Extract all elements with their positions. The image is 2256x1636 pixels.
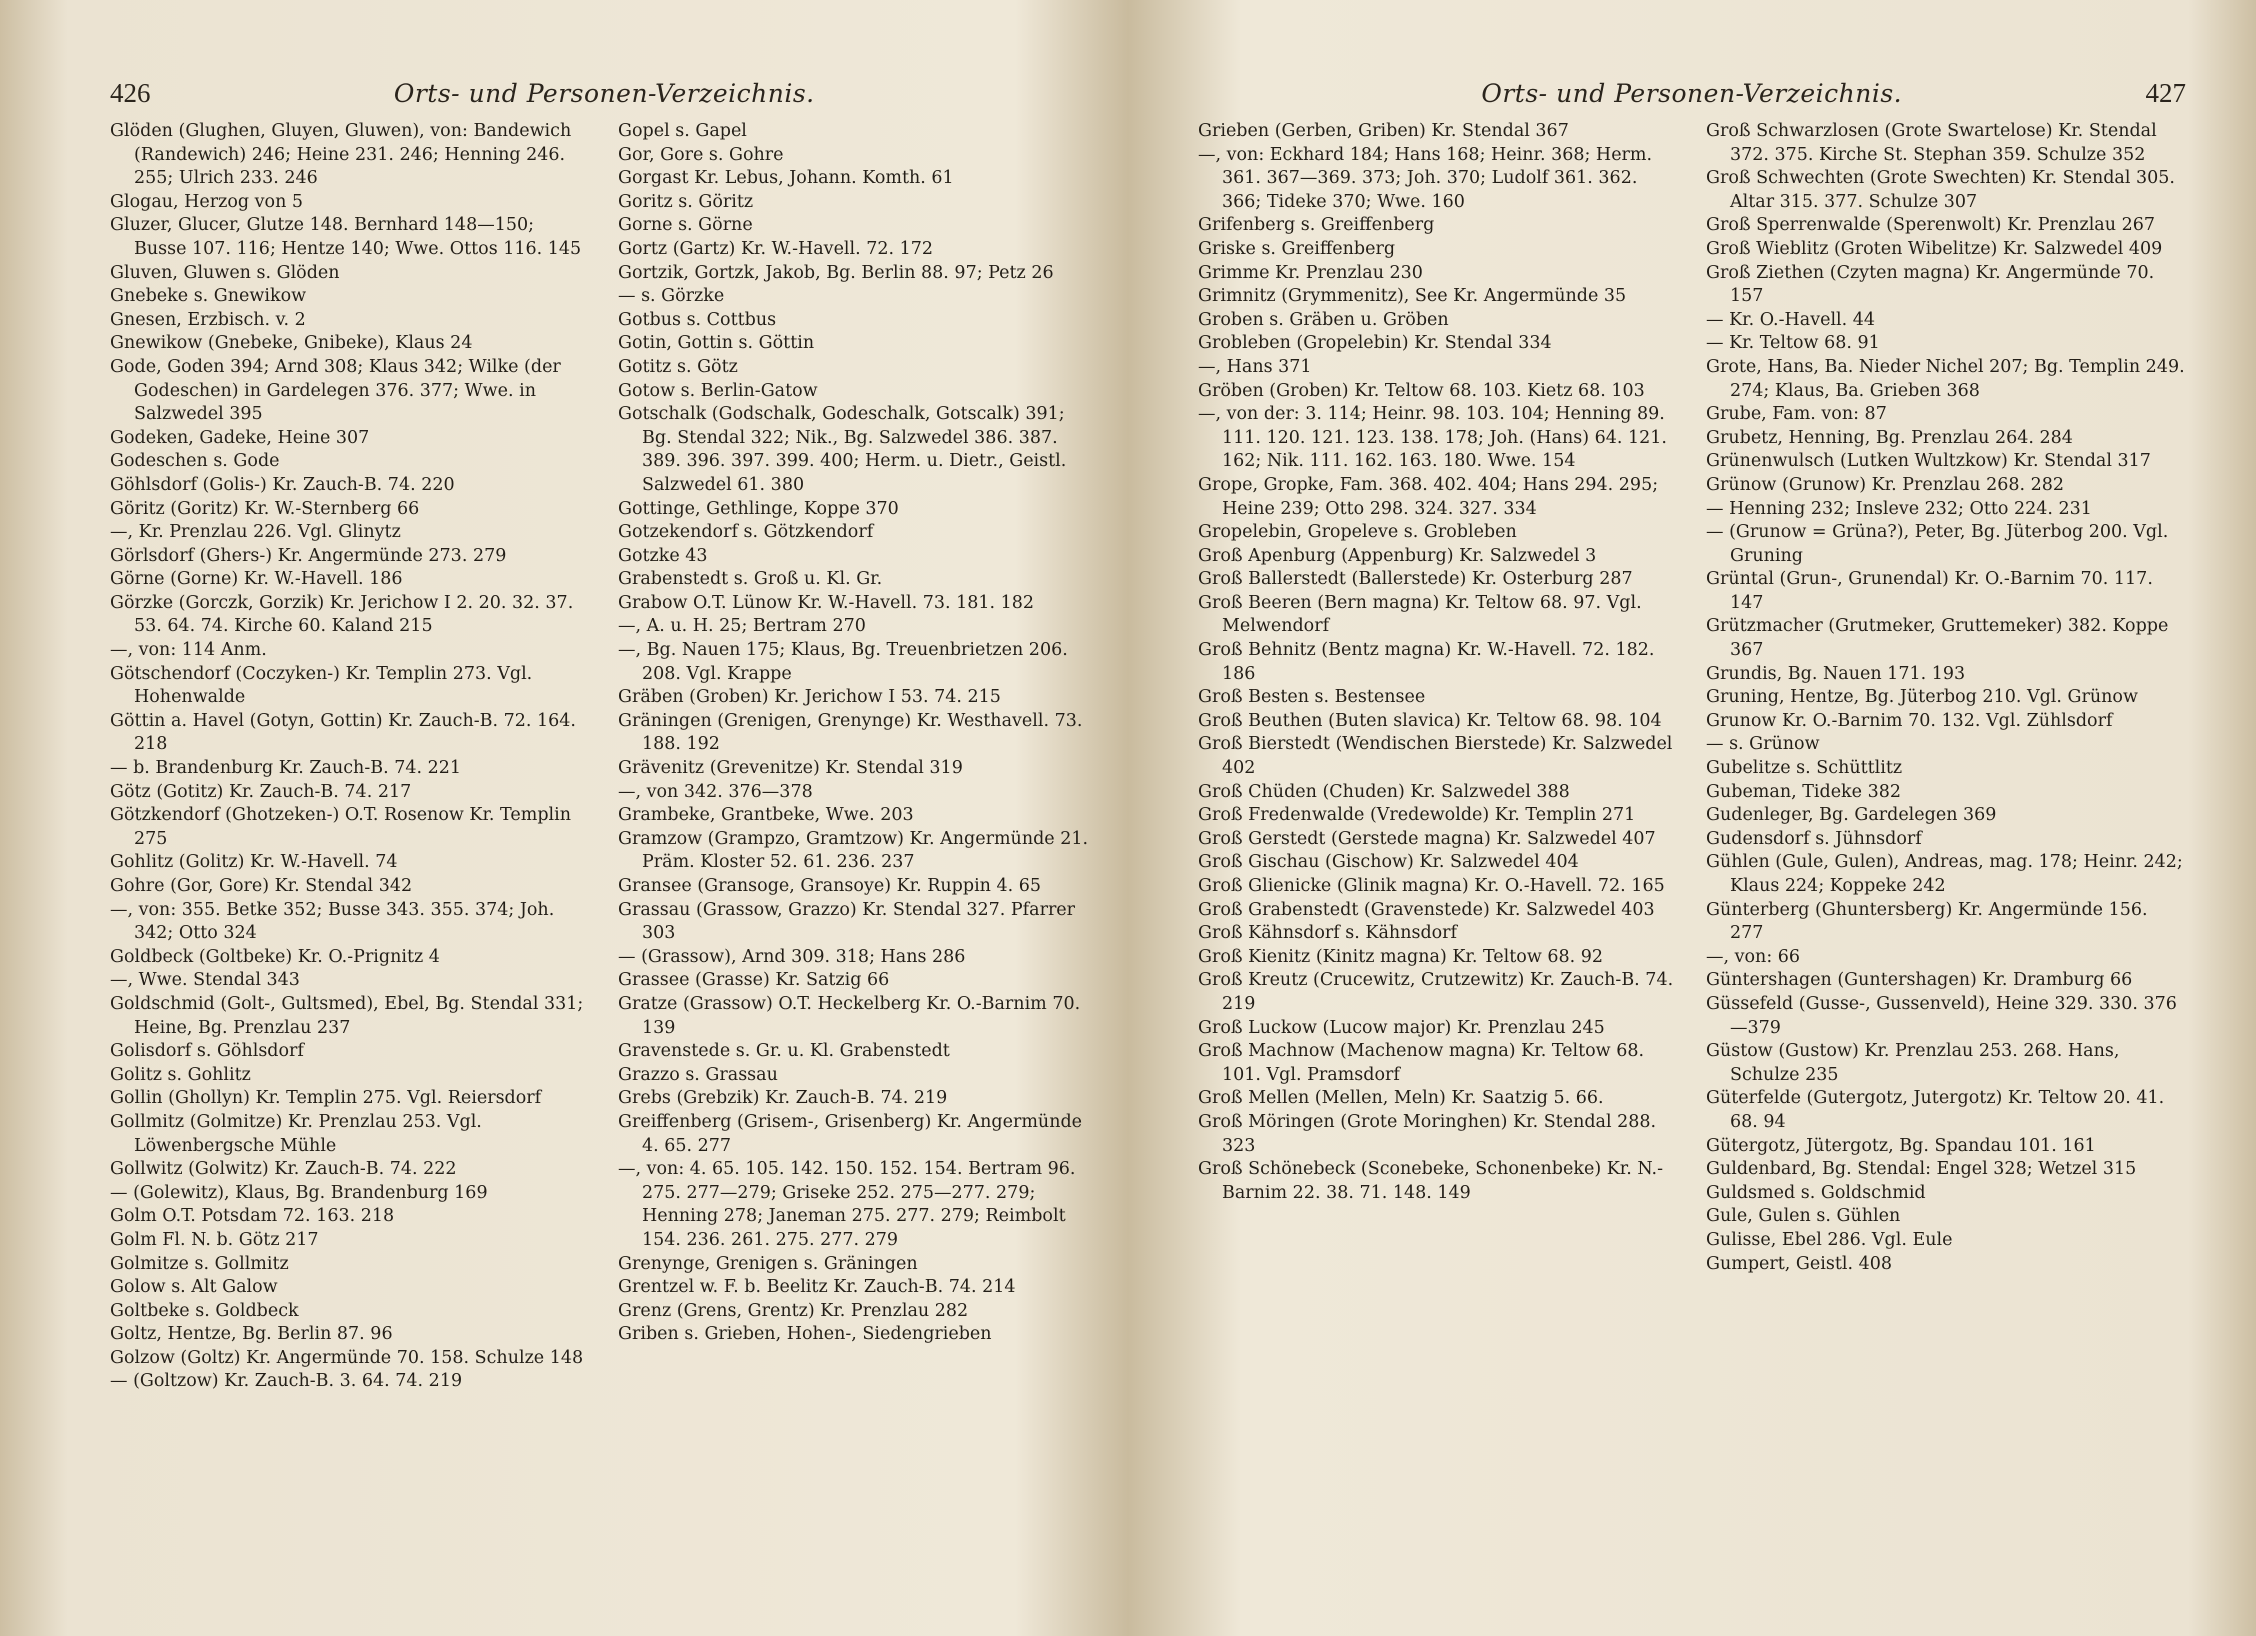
index-entry: Groß Gerstedt (Gerstede magna) Kr. Salzwedel 407 [1198, 828, 1656, 849]
index-entry: — (Grunow = Grüna?), Peter, Bg. Jüterbog 200. Vgl. Gruning [1706, 522, 2169, 566]
right-running-title: Orts- und Personen-Verzeichnis. [1481, 79, 1903, 108]
index-entry: Grabow O.T. Lünow Kr. W.-Havell. 73. 181. 182 [618, 592, 1035, 613]
index-entry: Gortz (Gartz) Kr. W.-Havell. 72. 172 [618, 238, 934, 259]
index-entry: Gotzke 43 [618, 545, 708, 566]
index-entry: Gor, Gore s. Gohre [618, 144, 784, 165]
index-entry: Groß Gischau (Gischow) Kr. Salzwedel 404 [1198, 852, 1579, 873]
index-entry: Groß Chüden (Chuden) Kr. Salzwedel 388 [1198, 781, 1570, 802]
index-entry: Gropelebin, Gropeleve s. Grobleben [1198, 522, 1517, 543]
index-entry: Gohre (Gor, Gore) Kr. Stendal 342 [110, 876, 413, 896]
left-column-2 [618, 120, 1098, 1394]
index-entry: Groß Luckow (Lucow major) Kr. Prenzlau 245 [1198, 1017, 1605, 1038]
index-entry: Gollwitz (Golwitz) Kr. Zauch-B. 74. 222 [110, 1159, 457, 1180]
index-entry: Gnebeke s. Gnewikow [110, 286, 307, 307]
index-entry: — Kr. Teltow 68. 91 [1706, 333, 1880, 354]
index-entry: Groß Besten s. Bestensee [1198, 687, 1426, 708]
index-entry: Godeschen s. Gode [110, 451, 280, 472]
right-column-2 [1706, 120, 2186, 1276]
index-entry: —, von: 114 Anm. [110, 640, 267, 661]
index-entry: — s. Görzke [618, 286, 725, 307]
index-entry: Grassee (Grasse) Kr. Satzig 66 [618, 970, 890, 991]
index-entry: Groß Beuthen (Buten slavica) Kr. Teltow 68. 98. 104 [1198, 710, 1662, 731]
right-page [1128, 0, 2256, 1636]
index-entry: Grützmacher (Grutmeker, Gruttemeker) 382. Koppe 367 [1706, 616, 2169, 661]
index-entry: Guldsmed s. Goldschmid [1706, 1182, 1926, 1203]
index-entry: Grifenberg s. Greiffenberg [1198, 215, 1435, 236]
index-entry: Groß Schwechten (Grote Swechten) Kr. Stendal 305. Altar 315. 377. Schulze 307 [1706, 168, 2175, 212]
index-entry: Gode, Goden 394; Arnd 308; Klaus 342; Wilke (der Godeschen) in Gardelegen 376. 377; Wwe. in Salzwedel 395 [110, 356, 561, 425]
index-entry: Gühlen (Gule, Gulen), Andreas, mag. 178; Heinr. 242; Klaus 224; Koppeke 242 [1706, 852, 2183, 896]
index-entry: Gröben (Groben) Kr. Teltow 68. 103. Kietz 68. 103 [1198, 380, 1645, 401]
index-entry: Golmitze s. Gollmitz [110, 1253, 289, 1274]
index-entry: Groß Wieblitz (Groten Wibelitze) Kr. Salzwedel 409 [1706, 238, 2163, 259]
index-entry: Görlsdorf (Ghers-) Kr. Angermünde 273. 279 [110, 545, 507, 566]
right-columns [1198, 120, 2186, 1276]
right-column-1 [1198, 120, 1678, 1276]
index-entry: Glogau, Herzog von 5 [110, 191, 304, 212]
index-entry: Griske s. Greiffenberg [1198, 238, 1396, 259]
index-entry: —, von: 66 [1706, 946, 1801, 967]
index-entry: Grävenitz (Grevenitze) Kr. Stendal 319 [618, 758, 963, 779]
index-entry: Goldschmid (Golt-, Gultsmed), Ebel, Bg. Stendal 331; Heine, Bg. Prenzlau 237 [110, 993, 584, 1038]
index-entry: Groß Sperrenwalde (Sperenwolt) Kr. Prenzlau 267 [1706, 215, 2155, 236]
right-page-number: 427 [2145, 78, 2186, 108]
index-entry: Güntershagen (Guntershagen) Kr. Dramburg 66 [1706, 970, 2133, 991]
index-entry: Groß Mellen (Mellen, Meln) Kr. Saatzig 5. 66. [1198, 1088, 1604, 1109]
index-entry: Gorgast Kr. Lebus, Johann. Komth. 61 [618, 168, 954, 189]
index-entry: Grubetz, Henning, Bg. Prenzlau 264. 284 [1706, 427, 2073, 448]
index-entry: Groß Machnow (Machenow magna) Kr. Teltow 68. 101. Vgl. Pramsdorf [1198, 1041, 1645, 1085]
index-entry: Groß Kreutz (Crucewitz, Crutzewitz) Kr. Zauch-B. 74. 219 [1198, 970, 1674, 1014]
index-entry: Gollin (Ghollyn) Kr. Templin 275. Vgl. Reiersdorf [110, 1088, 542, 1109]
index-entry: Groß Fredenwalde (Vredewolde) Kr. Templin 271 [1198, 805, 1636, 826]
index-entry: Götschendorf (Coczyken-) Kr. Templin 273. Vgl. Hohenwalde [110, 663, 533, 708]
index-entry: Groß Schwarzlosen (Grote Swartelose) Kr. Stendal 372. 375. Kirche St. Stephan 359. Schulze 352 [1706, 121, 2157, 165]
left-columns [110, 120, 1098, 1394]
index-entry: Gotin, Gottin s. Göttin [618, 333, 815, 354]
index-entry: Gotow s. Berlin-Gatow [618, 380, 818, 401]
index-entry: Gransee (Gransoge, Gransoye) Kr. Ruppin 4. 65 [618, 876, 1042, 896]
index-entry: Groß Bierstedt (Wendischen Bierstede) Kr. Salzwedel 402 [1198, 734, 1673, 779]
index-entry: — (Goltzow) Kr. Zauch-B. 3. 64. 74. 219 [110, 1371, 463, 1392]
index-entry: Gnewikow (Gnebeke, Gnibeke), Klaus 24 [110, 333, 473, 354]
index-entry: Grüntal (Grun-, Grunendal) Kr. O.-Barnim 70. 117. 147 [1706, 569, 2153, 613]
index-entry: Görzke (Gorczk, Gorzik) Kr. Jerichow I 2. 20. 32. 37. 53. 64. 74. Kirche 60. Kaland 215 [110, 592, 574, 637]
index-entry: Gluzer, Glucer, Glutze 148. Bernhard 148—150; Busse 107. 116; Hentze 140; Wwe. Ottos 116. 145 [110, 215, 582, 259]
index-entry: Gollmitz (Golmitze) Kr. Prenzlau 253. Vgl. Löwenbergsche Mühle [110, 1111, 482, 1156]
index-entry: Gule, Gulen s. Gühlen [1706, 1206, 1901, 1227]
index-entry: Grube, Fam. von: 87 [1706, 404, 1887, 425]
right-running-head [1198, 78, 2186, 112]
index-entry: Grentzel w. F. b. Beelitz Kr. Zauch-B. 74. 214 [618, 1277, 1016, 1298]
index-entry: Greiffenberg (Grisem-, Grisenberg) Kr. Angermünde 4. 65. 277 [618, 1111, 1083, 1156]
left-running-title: Orts- und Personen-Verzeichnis. [393, 79, 815, 108]
index-entry: Goltbeke s. Goldbeck [110, 1300, 299, 1321]
index-entry: Grünow (Grunow) Kr. Prenzlau 268. 282 [1706, 474, 2065, 495]
index-entry: Gütergotz, Jütergotz, Bg. Spandau 101. 161 [1706, 1135, 2096, 1156]
index-entry: Gräben (Groben) Kr. Jerichow I 53. 74. 215 [618, 687, 1001, 708]
index-entry: Gratze (Grassow) O.T. Heckelberg Kr. O.-Barnim 70. 139 [618, 993, 1081, 1038]
index-entry: —, A. u. H. 25; Bertram 270 [618, 616, 866, 637]
index-entry: —, Kr. Prenzlau 226. Vgl. Glinytz [110, 522, 401, 543]
index-entry: — b. Brandenburg Kr. Zauch-B. 74. 221 [110, 758, 462, 779]
index-entry: Gottinge, Gethlinge, Koppe 370 [618, 498, 899, 519]
index-entry: Groß Kienitz (Kinitz magna) Kr. Teltow 68. 92 [1198, 946, 1604, 967]
index-entry: —, von: 4. 65. 105. 142. 150. 152. 154. Bertram 96. 275. 277—279; Griseke 252. 275—277. 279; Henning 278; Janeman 275. 277. 279; Reimbolt 154. 236. 261. 275. 277. 279 [618, 1159, 1076, 1250]
index-entry: Gudenleger, Bg. Gardelegen 369 [1706, 805, 1997, 826]
index-entry: Golm Fl. N. b. Götz 217 [110, 1229, 319, 1250]
index-entry: Gortzik, Gortzk, Jakob, Bg. Berlin 88. 97; Petz 26 [618, 262, 1054, 283]
index-entry: Götz (Gotitz) Kr. Zauch-B. 74. 217 [110, 781, 412, 802]
index-entry: Godeken, Gadeke, Heine 307 [110, 427, 370, 448]
index-entry: —, von 342. 376—378 [618, 781, 813, 802]
index-entry: Goltz, Hentze, Bg. Berlin 87. 96 [110, 1324, 393, 1345]
index-entry: Goldbeck (Goltbeke) Kr. O.-Prignitz 4 [110, 946, 440, 967]
index-entry: Gnesen, Erzbisch. v. 2 [110, 309, 306, 330]
index-entry: Golitz s. Gohlitz [110, 1064, 251, 1085]
index-entry: Gotbus s. Cottbus [618, 309, 777, 330]
index-entry: Grunow Kr. O.-Barnim 70. 132. Vgl. Zühlsdorf [1706, 710, 2113, 731]
left-page-number: 426 [110, 78, 151, 108]
index-entry: Grenz (Grens, Grentz) Kr. Prenzlau 282 [618, 1300, 969, 1321]
index-entry: Golow s. Alt Galow [110, 1277, 278, 1298]
index-entry: Gulisse, Ebel 286. Vgl. Eule [1706, 1229, 1953, 1250]
index-entry: Glöden (Glughen, Gluyen, Gluwen), von: Bandewich (Randewich) 246; Heine 231. 246; Henning 246. 255; Ulrich 233. 246 [110, 121, 572, 189]
index-entry: Günterberg (Ghuntersberg) Kr. Angermünde 156. 277 [1706, 899, 2148, 944]
index-entry: Groß Apenburg (Appenburg) Kr. Salzwedel 3 [1198, 545, 1597, 566]
index-entry: Göritz (Goritz) Kr. W.-Sternberg 66 [110, 498, 420, 519]
index-entry: Gohlitz (Golitz) Kr. W.-Havell. 74 [110, 852, 398, 873]
index-entry: —, von: 355. Betke 352; Busse 343. 355. 374; Joh. 342; Otto 324 [110, 899, 555, 944]
index-entry: Grebs (Grebzik) Kr. Zauch-B. 74. 219 [618, 1088, 948, 1109]
index-entry: Goritz s. Göritz [618, 191, 754, 212]
index-entry: Grobleben (Gropelebin) Kr. Stendal 334 [1198, 333, 1552, 354]
index-entry: Groben s. Gräben u. Gröben [1198, 309, 1449, 330]
index-entry: Groß Glienicke (Glinik magna) Kr. O.-Havell. 72. 165 [1198, 876, 1665, 896]
index-entry: Gravenstede s. Gr. u. Kl. Grabenstedt [618, 1041, 950, 1062]
index-entry: Göhlsdorf (Golis-) Kr. Zauch-B. 74. 220 [110, 474, 455, 495]
index-entry: Golisdorf s. Göhlsdorf [110, 1041, 304, 1062]
index-entry: Grope, Gropke, Fam. 368. 402. 404; Hans 294. 295; Heine 239; Otto 298. 324. 327. 334 [1198, 474, 1659, 519]
index-entry: —, von: Eckhard 184; Hans 168; Heinr. 368; Herm. 361. 367—369. 373; Joh. 370; Ludolf 361. 362. 366; Tideke 370; Wwe. 160 [1198, 144, 1653, 212]
index-entry: Güterfelde (Gutergotz, Jutergotz) Kr. Teltow 20. 41. 68. 94 [1706, 1088, 2165, 1132]
index-entry: Groß Schönebeck (Sconebeke, Schonenbeke) Kr. N.-Barnim 22. 38. 71. 148. 149 [1198, 1159, 1664, 1203]
index-entry: —, Bg. Nauen 175; Klaus, Bg. Treuenbrietzen 206. 208. Vgl. Krappe [618, 640, 1068, 684]
index-entry: Grassau (Grassow, Grazzo) Kr. Stendal 327. Pfarrer 303 [618, 899, 1076, 944]
left-running-head [110, 78, 1098, 112]
index-entry: Gotzekendorf s. Götzkendorf [618, 522, 874, 543]
index-entry: Groß Ziethen (Czyten magna) Kr. Angermünde 70. 157 [1706, 262, 2155, 307]
index-entry: Groß Behnitz (Bentz magna) Kr. W.-Havell. 72. 182. 186 [1198, 640, 1655, 684]
index-entry: Gopel s. Gapel [618, 121, 747, 141]
index-entry: — Henning 232; Insleve 232; Otto 224. 231 [1706, 498, 2092, 519]
index-entry: Golm O.T. Potsdam 72. 163. 218 [110, 1206, 395, 1227]
index-entry: Gubelitze s. Schüttlitz [1706, 758, 1903, 779]
index-entry: Güstow (Gustow) Kr. Prenzlau 253. 268. Hans, Schulze 235 [1706, 1041, 2120, 1085]
index-entry: Griben s. Grieben, Hohen-, Siedengrieben [618, 1324, 992, 1345]
index-entry: Grambeke, Grantbeke, Wwe. 203 [618, 805, 914, 826]
index-entry: Grenynge, Grenigen s. Gräningen [618, 1253, 918, 1274]
index-entry: Gumpert, Geistl. 408 [1706, 1253, 1892, 1274]
index-entry: Götzkendorf (Ghotzeken-) O.T. Rosenow Kr. Templin 275 [110, 805, 571, 849]
index-entry: Güssefeld (Gusse-, Gussenveld), Heine 329. 330. 376—379 [1706, 993, 2177, 1038]
index-entry: Gubeman, Tideke 382 [1706, 781, 1901, 802]
index-entry: Grundis, Bg. Nauen 171. 193 [1706, 663, 1966, 684]
index-entry: Gramzow (Grampzo, Gramtzow) Kr. Angermünde 21. Präm. Kloster 52. 61. 236. 237 [618, 828, 1089, 873]
index-entry: — (Grassow), Arnd 309. 318; Hans 286 [618, 946, 966, 967]
index-entry: —, Wwe. Stendal 343 [110, 970, 300, 991]
index-entry: Grimme Kr. Prenzlau 230 [1198, 262, 1423, 283]
index-entry: Göttin a. Havel (Gotyn, Gottin) Kr. Zauch-B. 72. 164. 218 [110, 710, 576, 755]
index-entry: Groß Möringen (Grote Moringhen) Kr. Stendal 288. 323 [1198, 1111, 1657, 1156]
index-entry: — (Golewitz), Klaus, Bg. Brandenburg 169 [110, 1182, 488, 1203]
index-entry: —, Hans 371 [1198, 356, 1312, 377]
index-entry: — Kr. O.-Havell. 44 [1706, 309, 1876, 330]
index-entry: — s. Grünow [1706, 734, 1820, 755]
left-column-1 [110, 120, 590, 1394]
index-entry: Groß Beeren (Bern magna) Kr. Teltow 68. 97. Vgl. Melwendorf [1198, 592, 1642, 637]
index-entry: Groß Grabenstedt (Gravenstede) Kr. Salzwedel 403 [1198, 899, 1655, 920]
index-entry: Gluven, Gluwen s. Glöden [110, 262, 340, 283]
index-entry: Grabenstedt s. Groß u. Kl. Gr. [618, 569, 883, 590]
index-entry: Guldenbard, Bg. Stendal: Engel 328; Wetzel 315 [1706, 1159, 2137, 1180]
index-entry: Gudensdorf s. Jühnsdorf [1706, 828, 1922, 849]
index-entry: Gorne s. Görne [618, 215, 753, 236]
index-entry: Golzow (Goltz) Kr. Angermünde 70. 158. Schulze 148 [110, 1347, 584, 1368]
index-entry: Grieben (Gerben, Griben) Kr. Stendal 367 [1198, 121, 1569, 141]
index-entry: Grote, Hans, Ba. Nieder Nichel 207; Bg. Templin 249. 274; Klaus, Ba. Grieben 368 [1706, 356, 2185, 401]
index-entry: Grünenwulsch (Lutken Wultzkow) Kr. Stendal 317 [1706, 451, 2151, 472]
index-entry: Görne (Gorne) Kr. W.-Havell. 186 [110, 569, 403, 590]
index-entry: Gräningen (Grenigen, Grenynge) Kr. Westhavell. 73. 188. 192 [618, 710, 1083, 755]
index-entry: Grazzo s. Grassau [618, 1064, 778, 1085]
index-entry: Grimnitz (Grymmenitz), See Kr. Angermünde 35 [1198, 286, 1627, 307]
index-entry: Groß Ballerstedt (Ballerstede) Kr. Osterburg 287 [1198, 569, 1633, 590]
index-entry: Gotitz s. Götz [618, 356, 738, 377]
index-entry: Gotschalk (Godschalk, Godeschalk, Gotscalk) 391; Bg. Stendal 322; Nik., Bg. Salzwedel 386. 387. 389. 396. 397. 399. 400; Herm. u. Dietr., Geistl. Salzwedel 61. 380 [618, 404, 1067, 495]
index-entry: Groß Kähnsdorf s. Kähnsdorf [1198, 923, 1458, 944]
index-entry: —, von der: 3. 114; Heinr. 98. 103. 104; Henning 89. 111. 120. 121. 123. 138. 178; Joh. (Hans) 64. 121. 162; Nik. 111. 162. 163. 180. Wwe. 154 [1198, 404, 1667, 472]
index-entry: Gruning, Hentze, Bg. Jüterbog 210. Vgl. Grünow [1706, 687, 2138, 708]
